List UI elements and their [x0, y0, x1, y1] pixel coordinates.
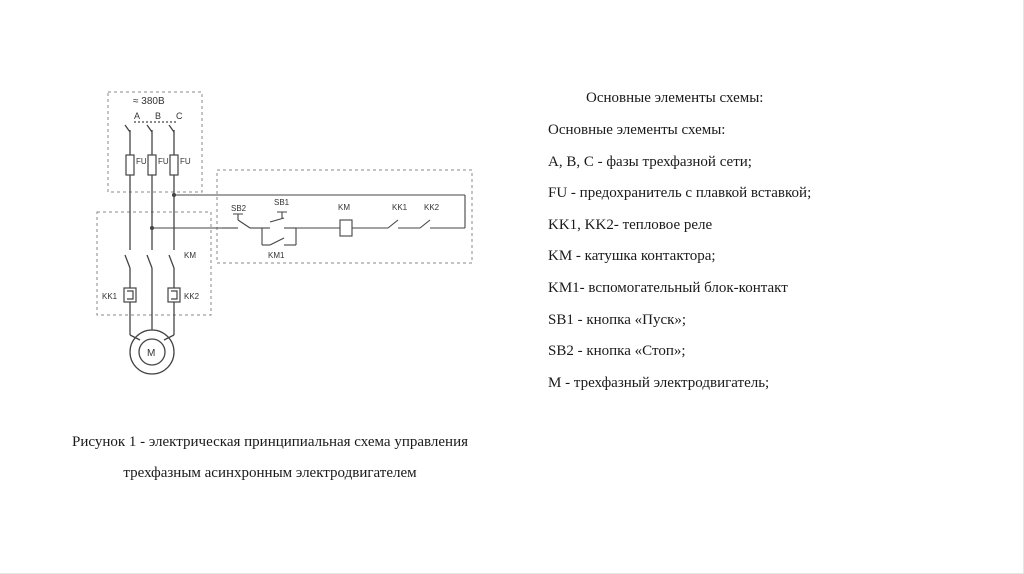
- sb2-label: SB2: [231, 204, 247, 213]
- kk1-label: KK1: [392, 203, 408, 212]
- contactor-label: KM: [184, 251, 196, 260]
- legend-item: KK1, KK2- тепловое реле: [548, 216, 713, 233]
- legend: [548, 88, 988, 404]
- legend-item: SB2 - кнопка «Стоп»;: [548, 343, 686, 360]
- caption-line-2: трехфазным асинхронным электродвигателем: [123, 465, 417, 481]
- figure-caption: [30, 432, 510, 494]
- fuse-label-b: FU: [158, 157, 169, 166]
- phase-c-label: C: [176, 111, 183, 121]
- supply-enclosure: [108, 92, 202, 192]
- legend-item: SB1 - кнопка «Пуск»;: [548, 311, 687, 328]
- control-circuit: [151, 194, 466, 246]
- caption-line-1: Рисунок 1 - электрическая принципиальная схема управления: [71, 434, 468, 450]
- legend-item: M - трехфазный электродвигатель;: [548, 374, 770, 391]
- legend-item: A, B, C - фазы трехфазной сети;: [548, 153, 752, 170]
- fuses: [126, 155, 178, 175]
- phase-a-label: A: [134, 111, 141, 121]
- control-enclosure: [217, 170, 472, 263]
- fuse-label-c: FU: [180, 157, 191, 166]
- km-coil-label: KM: [338, 203, 350, 212]
- sb1-label: SB1: [274, 198, 290, 207]
- power-lines: [125, 150, 174, 335]
- phase-conductors: [125, 122, 176, 150]
- motor-label: M: [147, 348, 156, 359]
- phase-b-label: B: [155, 111, 162, 121]
- legend-item: FU - предохранитель с плавкой вставкой;: [548, 185, 812, 202]
- kk2-label: KK2: [424, 203, 440, 212]
- circuit-diagram: [80, 80, 480, 380]
- legend-item: KM - катушка контактора;: [548, 248, 716, 265]
- relay-kk1-label: KK1: [102, 292, 118, 301]
- legend-item: KM1- вспомогательный блок-контакт: [548, 279, 788, 296]
- supply-label: ≈ 380В: [133, 96, 165, 107]
- relay-kk2-label: KK2: [184, 292, 200, 301]
- km1-label: KM1: [268, 251, 285, 260]
- fuse-label-a: FU: [136, 157, 147, 166]
- legend-item: Основные элементы схемы:: [548, 122, 726, 138]
- legend-heading: Основные элементы схемы:: [586, 90, 764, 106]
